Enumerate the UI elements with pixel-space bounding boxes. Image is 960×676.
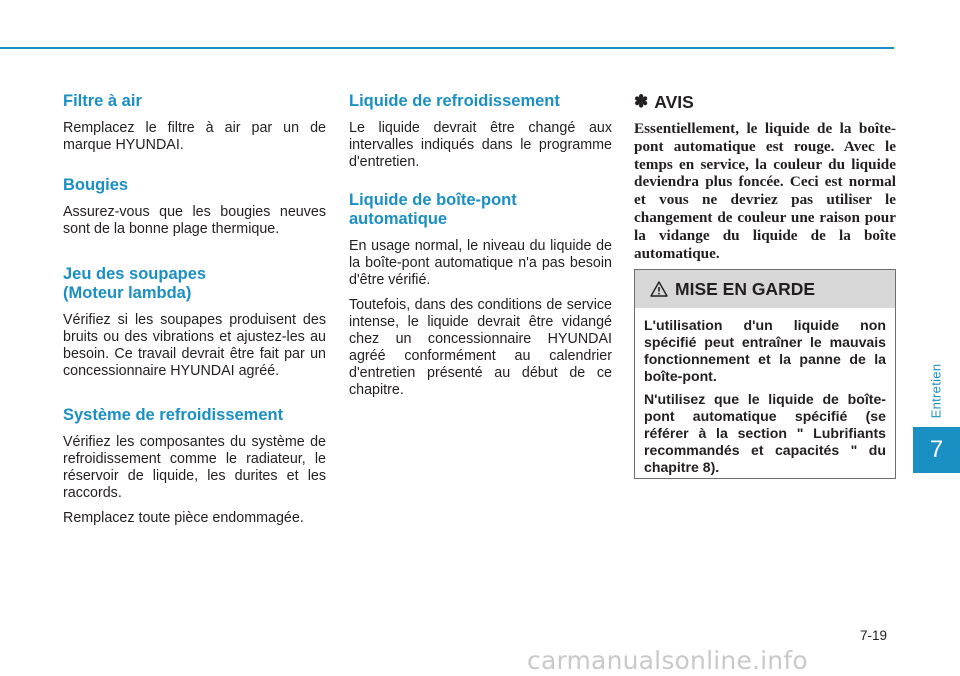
section-text: Le liquide devrait être changé aux intervalles indiqués dans le programme d'entretien. — [349, 120, 612, 170]
section-text: Assurez-vous que les bougies neuves sont de la bonne plage thermique. — [63, 204, 326, 237]
warning-triangle-icon — [650, 281, 668, 297]
avis-heading — [634, 92, 896, 112]
avis-text: Essentiellement, le liquide de la boîte-pont automatique est rouge. Avec le temps en service, la couleur du liquide deviendra plus foncée. Ceci est normal et vous ne devriez pas utiliser le changement de couleur une raison pour la vidange du liquide de la boîte automatique. — [634, 120, 896, 262]
chapter-number-tab: 7 — [913, 427, 960, 473]
asterisk-icon: ✽ — [634, 92, 649, 111]
warning-text: N'utilisez que le liquide de boîte-pont automatique spécifié (se référer à la section " Lubrifiants recommandés et capacités " du chapitre 8). — [644, 391, 886, 475]
warning-box — [634, 269, 896, 479]
section-text: En usage normal, le niveau du liquide de la boîte-pont automatique n'a pas besoin d'être vérifié. — [349, 238, 612, 288]
section-title: Bougies — [63, 176, 129, 194]
section-title: Filtre à air — [63, 92, 142, 110]
section-title: Liquide de boîte-pont automatique — [349, 191, 517, 228]
avis-title: AVIS — [654, 92, 694, 112]
column-right — [634, 92, 896, 262]
section-filtre-air — [63, 92, 326, 154]
section-text: Remplacez toute pièce endommagée. — [63, 510, 304, 526]
section-title: Liquide de refroidissement — [349, 92, 560, 110]
section-bougies — [63, 176, 326, 238]
section-text: Remplacez le filtre à air par un de marque HYUNDAI. — [63, 120, 326, 153]
warning-text: L'utilisation d'un liquide non spécifié peut entraîner le mauvais fonctionnement et la panne de la boîte-pont. — [644, 317, 886, 384]
section-text: Toutefois, dans des conditions de service intense, le liquide devrait être vidangé chez un concessionnaire HYUNDAI agréé conformément au calendrier d'entretien présenté au début de ce chapitre. — [349, 297, 612, 398]
page-number: 7-19 — [860, 628, 888, 643]
warning-title: MISE EN GARDE — [675, 278, 816, 299]
section-title: Système de refroidissement — [63, 406, 284, 424]
top-divider — [0, 47, 894, 49]
section-liquide-refroidissement — [349, 92, 612, 171]
section-jeu-soupapes — [63, 265, 326, 380]
warning-body — [635, 308, 895, 476]
section-systeme-refroidissement — [63, 406, 326, 527]
section-title: Jeu des soupapes (Moteur lambda) — [63, 265, 207, 302]
column-left — [63, 92, 326, 550]
section-text: Vérifiez les composantes du système de refroidissement comme le radiateur, le réservoir de liquide, les durites et les raccords. — [63, 434, 326, 501]
column-middle — [349, 92, 612, 422]
section-text: Vérifiez si les soupapes produisent des bruits ou des vibrations et ajustez-les au besoin. Ce travail devrait être fait par un concessionnaire HYUNDAI agréé. — [63, 312, 326, 379]
warning-header — [635, 270, 895, 308]
watermark: carmanualsonline.info — [527, 646, 808, 675]
chapter-label: Entretien — [928, 363, 944, 419]
section-liquide-boite-pont — [349, 191, 612, 399]
